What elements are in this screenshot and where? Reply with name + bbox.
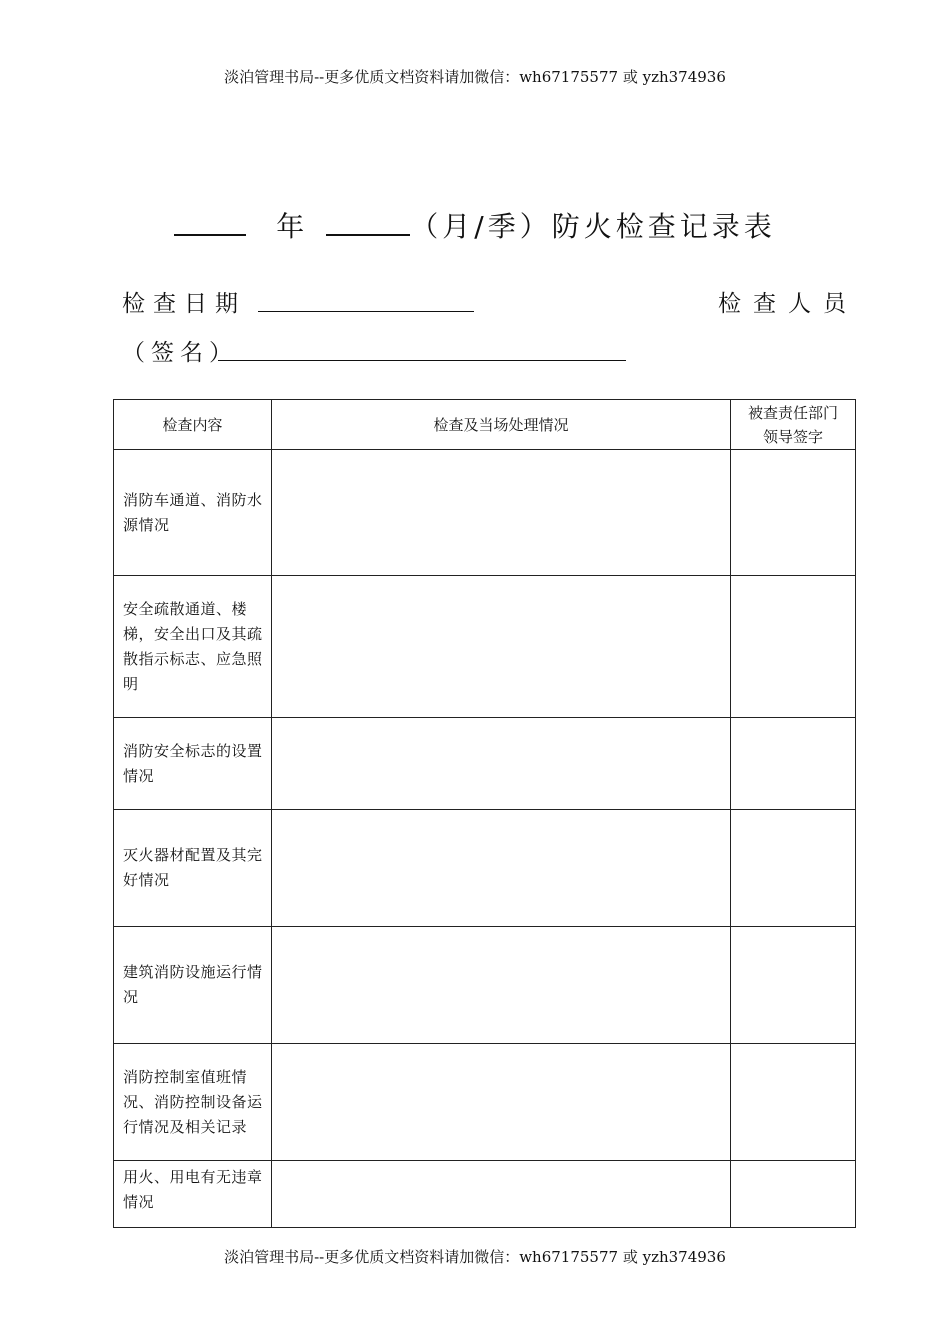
row-signature-cell[interactable]	[731, 450, 856, 576]
year-blank[interactable]	[174, 208, 246, 236]
table-row	[114, 450, 856, 576]
table-row	[114, 927, 856, 1044]
row-handling-cell[interactable]	[272, 927, 731, 1044]
table-row	[114, 718, 856, 810]
row-item-label: 消防安全标志的设置情况	[114, 718, 272, 810]
table-row	[114, 576, 856, 718]
period-blank[interactable]	[326, 208, 410, 236]
page-header-note: 淡泊管理书局--更多优质文档资料请加微信：wh67175577 或 yzh374936	[224, 68, 726, 86]
header-signature: 被查责任部门领导签字	[731, 400, 856, 450]
row-signature-cell[interactable]	[731, 810, 856, 927]
table-row	[114, 1044, 856, 1161]
row-signature-cell[interactable]	[731, 1161, 856, 1228]
page-footer-note: 淡泊管理书局--更多优质文档资料请加微信：wh67175577 或 yzh374936	[224, 1248, 726, 1266]
date-label: 检查日期	[122, 291, 246, 317]
row-handling-cell[interactable]	[272, 576, 731, 718]
row-item-label: 消防车通道、消防水源情况	[114, 450, 272, 576]
title-suffix: （月/季）防火检查记录表	[410, 210, 776, 243]
inspector-label: 检查人员	[718, 291, 858, 317]
row-signature-cell[interactable]	[731, 576, 856, 718]
form-title	[0, 205, 950, 245]
header-content: 检查内容	[114, 400, 272, 450]
signature-label: （签名）	[122, 340, 238, 366]
row-item-label: 建筑消防设施运行情况	[114, 927, 272, 1044]
row-handling-cell[interactable]	[272, 810, 731, 927]
row-item-label: 用火、用电有无违章情况	[114, 1161, 272, 1228]
row-item-label: 灭火器材配置及其完好情况	[114, 810, 272, 927]
row-signature-cell[interactable]	[731, 927, 856, 1044]
row-handling-cell[interactable]	[272, 1044, 731, 1161]
inspection-record-table	[113, 399, 856, 1228]
signature-field[interactable]	[218, 360, 626, 361]
row-signature-cell[interactable]	[731, 718, 856, 810]
row-signature-cell[interactable]	[731, 1044, 856, 1161]
row-item-label: 安全疏散通道、楼梯，安全出口及其疏散指示标志、应急照明	[114, 576, 272, 718]
title-year-label: 年	[276, 210, 309, 243]
row-handling-cell[interactable]	[272, 1161, 731, 1228]
table-row	[114, 810, 856, 927]
row-item-label: 消防控制室值班情况、消防控制设备运行情况及相关记录	[114, 1044, 272, 1161]
table-header-row	[114, 400, 856, 450]
header-handling: 检查及当场处理情况	[272, 400, 731, 450]
row-handling-cell[interactable]	[272, 450, 731, 576]
table-row	[114, 1161, 856, 1228]
row-handling-cell[interactable]	[272, 718, 731, 810]
date-field[interactable]	[258, 311, 474, 312]
